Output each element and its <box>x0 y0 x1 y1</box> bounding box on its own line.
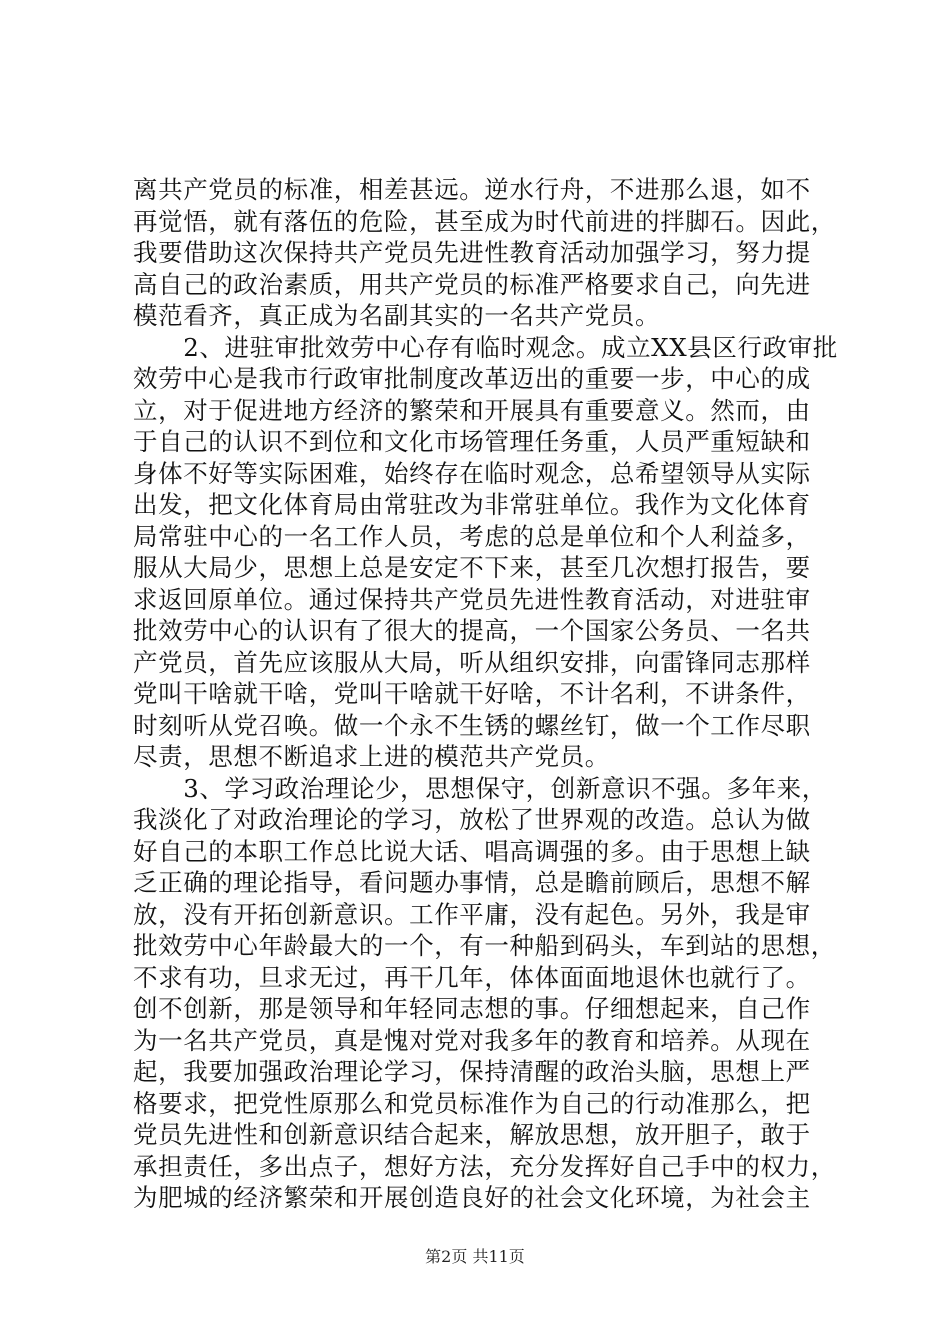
text-line: 于自己的认识不到位和文化市场管理任务重，人员严重短缺和 <box>133 427 811 456</box>
body-text <box>133 174 838 1214</box>
text-line: 格要求，把党性原那么和党员标准作为自己的行动准那么，把 <box>133 1088 811 1118</box>
text-line: 模范看齐，真正成为名副其实的一名共产党员。 <box>133 301 661 330</box>
text-line: 创不创新，那是领导和年轻同志想的事。仔细想起来，自己作 <box>133 994 811 1023</box>
text-line: 出发，把文化体育局由常驻改为非常驻单位。我作为文化体育 <box>133 490 811 519</box>
text-line: 时刻听从党召唤。做一个永不生锈的螺丝钉，做一个工作尽职 <box>133 710 811 740</box>
text-line: 求返回原单位。通过保持共产党员先进性教育活动，对进驻审 <box>133 584 811 614</box>
text-line: 尽责，思想不断追求上进的模范共产党员。 <box>133 742 610 771</box>
text-line: 乏正确的理论指导，看问题办事情，总是瞻前顾后，思想不解 <box>133 868 811 897</box>
text-line: 批效劳中心年龄最大的一个，有一种船到码头，车到站的思想， <box>133 931 836 960</box>
text-line: 3、学习政治理论少，思想保守，创新意识不强。多年来， <box>133 773 827 803</box>
text-line: 产党员，首先应该服从大局，听从组织安排，向雷锋同志那样 <box>133 647 811 677</box>
text-line: 服从大局少，思想上总是安定不下来，甚至几次想打报告，要 <box>133 553 811 582</box>
text-line: 承担责任，多出点子，想好方法，充分发挥好自己手中的权力， <box>133 1151 836 1181</box>
text-line: 好自己的本职工作总比说大话、唱高调强的多。由于思想上缺 <box>133 836 811 866</box>
text-line: 不求有功，旦求无过，再干几年，体体面面地退休也就行了。 <box>133 962 811 992</box>
text-line: 为一名共产党员，真是愧对党对我多年的教育和培养。从现在 <box>133 1025 811 1055</box>
text-line: 起，我要加强政治理论学习，保持清醒的政治头脑，思想上严 <box>133 1057 811 1086</box>
text-line: 为肥城的经济繁荣和开展创造良好的社会文化环境，为社会主 <box>133 1183 811 1212</box>
text-line: 党员先进性和创新意识结合起来，解放思想，放开胆子，敢于 <box>133 1120 811 1149</box>
text-line: 效劳中心是我市行政审批制度改革迈出的重要一步，中心的成 <box>133 364 811 393</box>
text-line: 高自己的政治素质，用共产党员的标准严格要求自己，向先进 <box>133 269 811 299</box>
text-line: 立，对于促进地方经济的繁荣和开展具有重要意义。然而，由 <box>133 395 811 425</box>
text-line: 党叫干啥就干啥，党叫干啥就干好啥，不计名利，不讲条件， <box>133 679 811 708</box>
text-line: 2、进驻审批效劳中心存有临时观念。成立XX县区行政审批 <box>133 332 838 362</box>
page-number-footer: 第2页 共11页 <box>425 1247 525 1266</box>
text-line: 放，没有开拓创新意识。工作平庸，没有起色。另外，我是审 <box>133 899 811 929</box>
text-line: 身体不好等实际困难，始终存在临时观念，总希望领导从实际 <box>133 458 811 488</box>
text-line: 我淡化了对政治理论的学习，放松了世界观的改造。总认为做 <box>133 805 811 834</box>
text-line: 离共产党员的标准，相差甚远。逆水行舟，不进那么退，如不 <box>133 175 811 204</box>
text-line: 我要借助这次保持共产党员先进性教育活动加强学习，努力提 <box>133 238 811 267</box>
text-line: 再觉悟，就有落伍的危险，甚至成为时代前进的拌脚石。因此， <box>133 206 836 236</box>
text-line: 局常驻中心的一名工作人员，考虑的总是单位和个人利益多， <box>133 521 811 551</box>
text-line: 批效劳中心的认识有了很大的提高，一个国家公务员、一名共 <box>133 616 811 645</box>
